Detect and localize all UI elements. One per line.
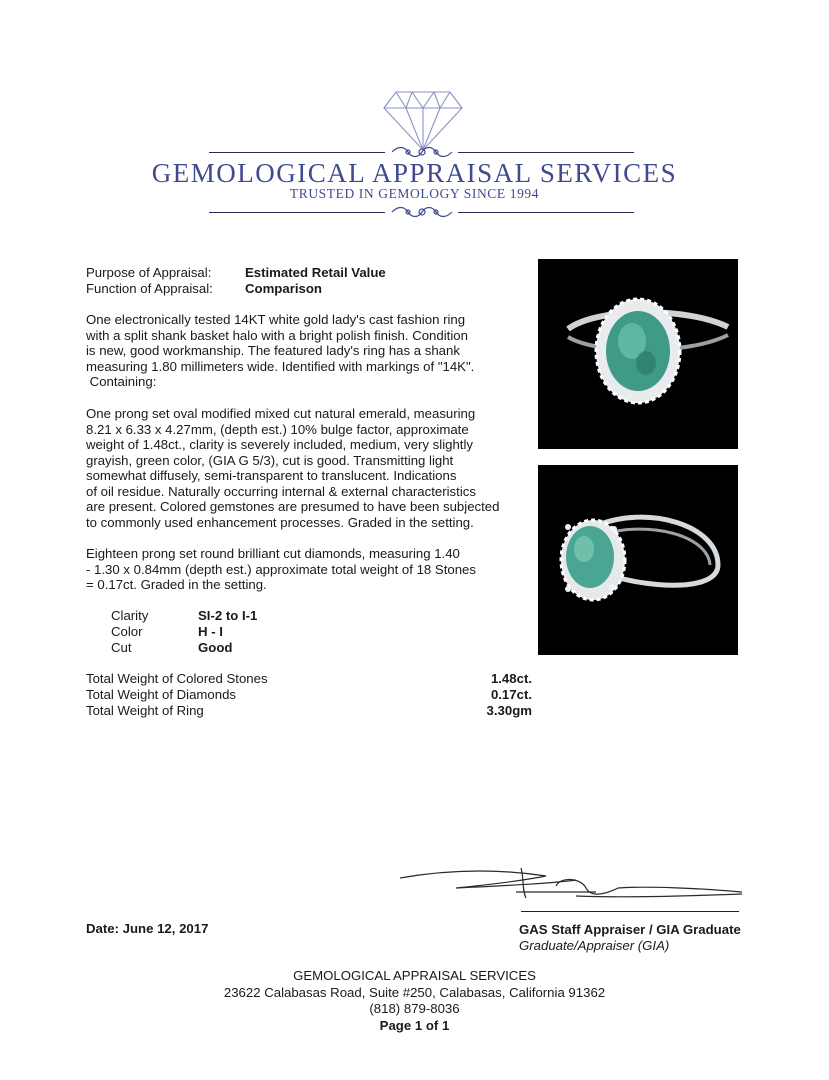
total-colored-stones-value: 1.48ct.	[490, 671, 532, 686]
diamonds-line: Eighteen prong set round brilliant cut diamonds, measuring 1.40	[86, 546, 460, 561]
cut-label: Cut	[111, 640, 132, 655]
description-line: One electronically tested 14KT white gold lady's cast fashion ring	[86, 312, 466, 327]
cut-value: Good	[198, 640, 233, 655]
brand-tagline: TRUSTED IN GEMOLOGY SINCE 1994	[289, 186, 540, 201]
description-line: is new, good workmanship. The featured lady's ring has a shank	[86, 343, 460, 358]
color-label: Color	[111, 624, 143, 639]
total-colored-stones-label: Total Weight of Colored Stones	[86, 671, 268, 686]
emerald-line: are present. Colored gemstones are presumed to have been subjected	[86, 499, 500, 514]
diamonds-line: = 0.17ct. Graded in the setting.	[86, 577, 267, 592]
function-label: Function of Appraisal:	[86, 281, 213, 296]
description-line: with a split shank basket halo with a bright polish finish. Condition	[86, 327, 468, 343]
ornament-scroll-icon	[390, 204, 454, 220]
ring-side-image	[538, 465, 738, 655]
emerald-line: One prong set oval modified mixed cut natural emerald, measuring	[86, 406, 476, 421]
header-bottom-rule-right	[458, 212, 634, 213]
emerald-line: grayish, green color, (GIA G 5/3), cut is good. Transmitting light	[86, 452, 454, 468]
appraisal-date: Date: June 12, 2017	[86, 921, 209, 936]
header-top-rule-left	[209, 152, 385, 153]
appraiser-title: GAS Staff Appraiser / GIA Graduate	[519, 922, 741, 937]
diamond-logo-icon	[382, 90, 464, 152]
diamonds-line: - 1.30 x 0.84mm (depth est.) approximate total weight of 18 Stones	[86, 561, 476, 577]
faint-bleedthrough-mark	[330, 6, 500, 14]
emerald-line: of oil residue. Naturally occurring internal & external characteristics	[86, 483, 476, 499]
emerald-line: somewhat diffusely, semi-transparent to translucent. Indications	[86, 468, 457, 483]
ring-front-image	[538, 259, 738, 449]
header-bottom-rule-left	[209, 212, 385, 213]
signature-line	[521, 911, 739, 912]
footer-company: GEMOLOGICAL APPRAISAL SERVICES	[293, 968, 536, 983]
description-line: measuring 1.80 millimeters wide. Identified with markings of "14K".	[86, 358, 475, 374]
appraiser-subtitle: Graduate/Appraiser (GIA)	[519, 938, 670, 953]
footer-phone: (818) 879-8036	[369, 1001, 460, 1016]
emerald-description	[86, 406, 526, 530]
footer-address: 23622 Calabasas Road, Suite #250, Calabasas, California 91362	[223, 985, 606, 1000]
appraiser-signature	[396, 858, 746, 908]
purpose-label: Purpose of Appraisal:	[86, 265, 212, 280]
purpose-value: Estimated Retail Value	[245, 265, 386, 280]
total-diamonds-value: 0.17ct.	[490, 687, 532, 702]
color-value: H - I	[198, 624, 223, 639]
ring-photo-front	[538, 259, 738, 449]
ring-description	[86, 312, 526, 390]
page-number: Page 1 of 1	[379, 1018, 450, 1033]
emerald-line: weight of 1.48ct., clarity is severely included, medium, very slightly	[86, 437, 473, 452]
total-ring-label: Total Weight of Ring	[86, 703, 204, 718]
clarity-label: Clarity	[111, 608, 149, 623]
total-ring-value: 3.30gm	[486, 703, 532, 718]
clarity-value: SI-2 to I-1	[198, 608, 258, 623]
total-diamonds-label: Total Weight of Diamonds	[86, 687, 237, 702]
brand-name: GEMOLOGICAL APPRAISAL SERVICES	[151, 158, 678, 188]
emerald-line: to commonly used enhancement processes. Graded in the setting.	[86, 514, 474, 530]
letterhead	[0, 0, 829, 240]
header-top-rule-right	[458, 152, 634, 153]
function-value: Comparison	[245, 281, 322, 296]
ring-photo-side	[538, 465, 738, 655]
diamonds-description	[86, 546, 526, 593]
emerald-line: 8.21 x 6.33 x 4.27mm, (depth est.) 10% bulge factor, approximate	[86, 421, 469, 437]
description-line: Containing:	[86, 374, 157, 389]
